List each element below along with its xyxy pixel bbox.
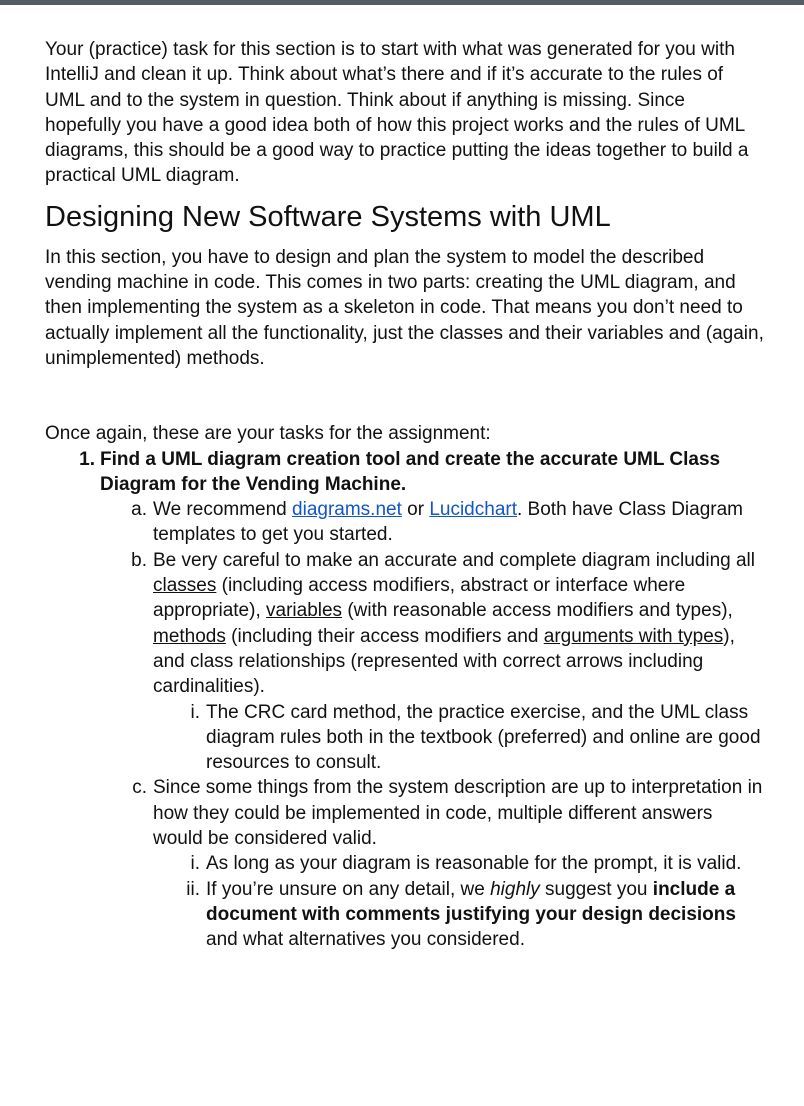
subtask-letter: a. xyxy=(131,499,147,521)
subtask-b-text: Be very careful to make an accurate and complete diagram including all xyxy=(153,549,755,571)
subtask-c-ii-pre: If you’re unsure on any detail, we xyxy=(206,878,491,900)
subtask-c-ii xyxy=(153,877,765,953)
roman-numeral: ii. xyxy=(186,878,200,900)
subtask-letter: b. xyxy=(131,549,147,571)
task-1-text: Find a UML diagram creation tool and create the accurate UML Class Diagram for the Vending Machine. xyxy=(100,448,721,495)
tasks-intro: Once again, these are your tasks for the assignment: xyxy=(45,423,491,445)
section-paragraph: In this section, you have to design and plan the system to model the described vending machine in code. This comes in two parts: creating the UML diagram, and then implementing the system as a skeleton in code. That means you don’t need to actually implement all the functionality, just the classes and their variables and (again, unimplemented) methods. xyxy=(45,246,764,369)
arguments-underlined: arguments with types xyxy=(543,625,724,647)
subtask-c xyxy=(100,775,765,952)
justification-bold: include a document with comments justifying your design decisions xyxy=(206,878,736,925)
subtask-c-ii-mid: suggest you xyxy=(539,878,653,900)
subtask-b-i-text: The CRC card method, the practice exercise, and the UML class diagram rules both in the textbook (preferred) and online are good resources to consult. xyxy=(206,701,761,774)
subtask-b-text: (with reasonable access modifiers and types), xyxy=(342,600,733,622)
subtask-a-post: . Both have Class Diagram templates to get you started. xyxy=(153,499,743,546)
subtask-b-text: ), and class relationships (represented with correct arrows including cardinalities). xyxy=(153,625,735,698)
subtask-a-mid: or xyxy=(401,499,430,521)
subtask-c-i xyxy=(153,851,765,876)
task-item-1 xyxy=(45,447,765,953)
top-border-bar xyxy=(0,0,804,5)
roman-numeral: i. xyxy=(190,701,200,723)
section-heading: Designing New Software Systems with UML xyxy=(45,200,611,233)
task-list xyxy=(45,447,765,953)
lucidchart-link[interactable]: Lucidchart xyxy=(429,499,517,521)
subtask-b-text: (including their access modifiers and xyxy=(225,625,544,647)
highly-emphasis: highly xyxy=(490,878,540,900)
subtask-b-text: (including access modifiers, abstract or interface where appropriate), xyxy=(153,575,686,622)
variables-underlined: variables xyxy=(266,600,343,622)
classes-underlined: classes xyxy=(153,575,217,597)
subtask-a xyxy=(100,497,765,548)
subtask-b-sublist xyxy=(153,700,765,776)
subtask-c-i-text: As long as your diagram is reasonable for the prompt, it is valid. xyxy=(206,853,742,875)
methods-underlined: methods xyxy=(153,625,226,647)
task-1-sublist xyxy=(100,497,765,952)
subtask-c-sublist xyxy=(153,851,765,952)
subtask-c-text: Since some things from the system description are up to interpretation in how they could be implemented in code, multiple different answers would be considered valid. xyxy=(153,777,763,850)
subtask-b xyxy=(100,548,765,776)
task-number: 1. xyxy=(79,448,95,470)
intro-paragraph: Your (practice) task for this section is to start with what was generated for you with IntelliJ and clean it up. Think about what’s there and if it’s accurate to the rules of UML and to the system in question. Think about if anything is missing. Since hopefully you have a good idea both of how this project works and the rules of UML diagrams, this should be a good way to practice putting the ideas together to build a practical UML diagram. xyxy=(45,39,749,187)
subtask-letter: c. xyxy=(132,777,147,799)
subtask-c-ii-post: and what alternatives you considered. xyxy=(206,929,525,951)
diagrams-net-link[interactable]: diagrams.net xyxy=(292,499,402,521)
subtask-a-pre: We recommend xyxy=(153,499,293,521)
document-body xyxy=(45,37,765,953)
blank-line xyxy=(45,371,765,421)
roman-numeral: i. xyxy=(190,853,200,875)
subtask-b-i xyxy=(153,700,765,776)
